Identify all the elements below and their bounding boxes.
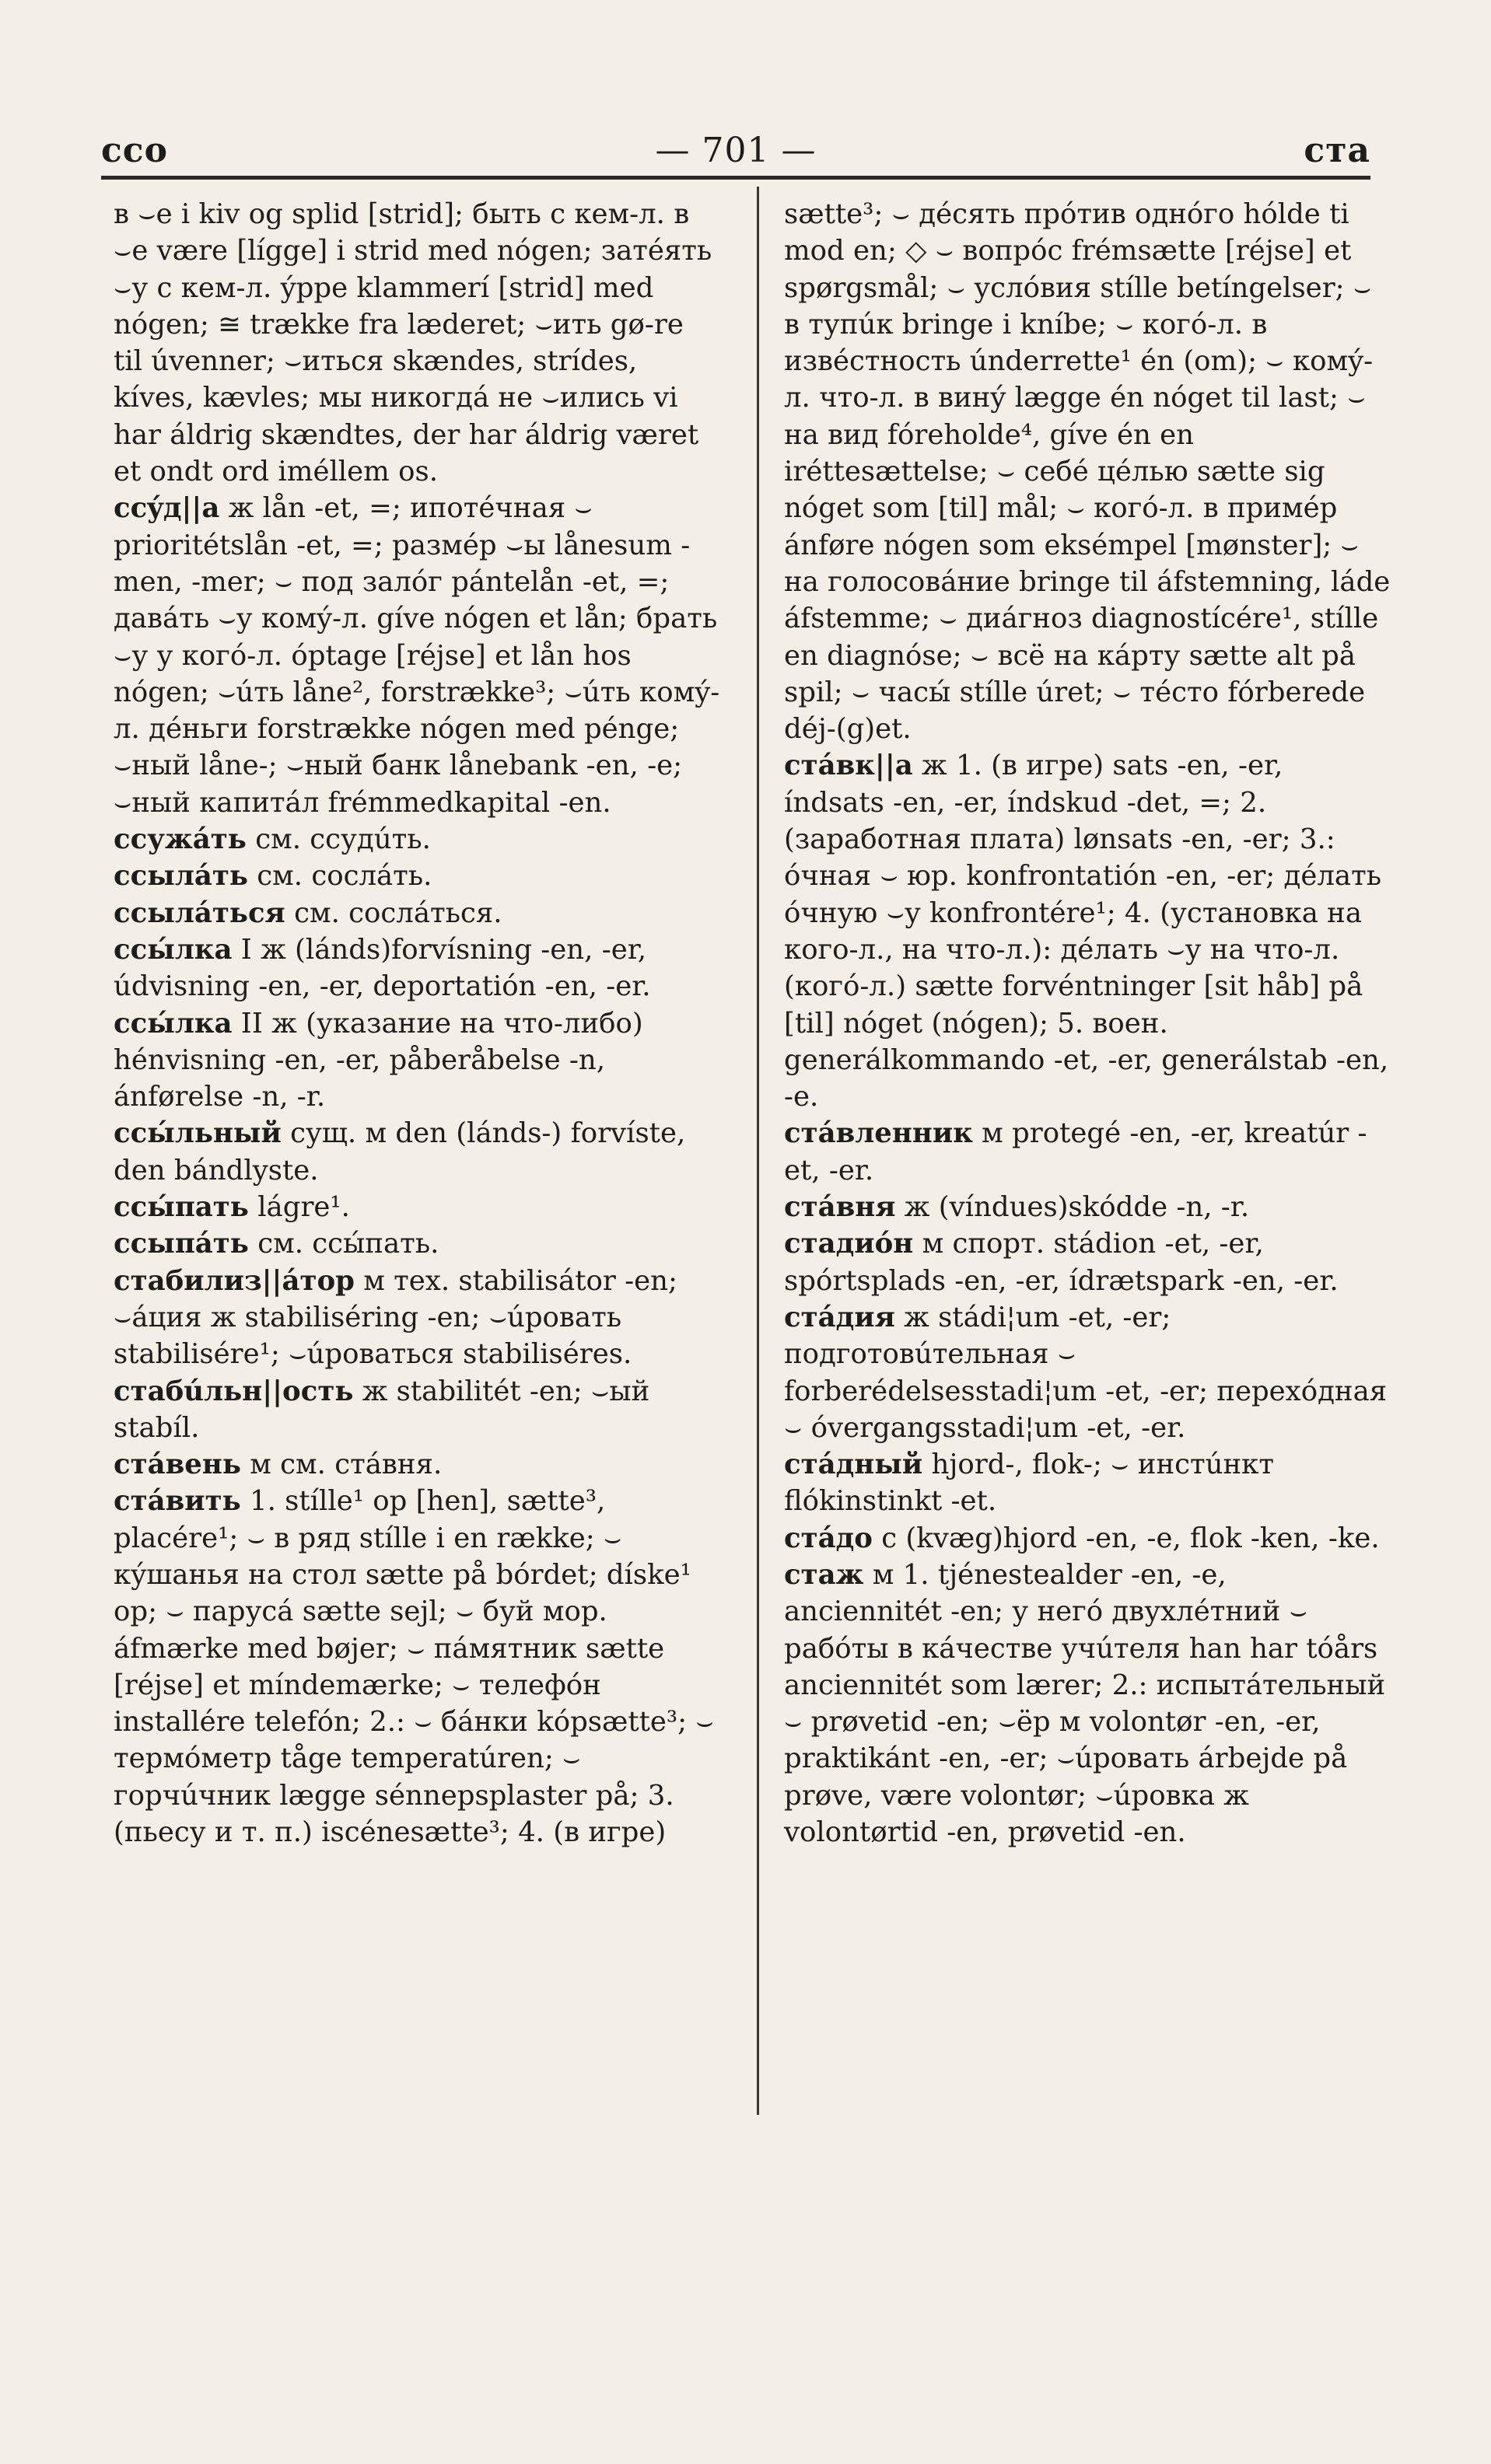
entry-headword: стабилиз||áтор bbox=[114, 1264, 355, 1297]
left-column bbox=[114, 196, 720, 1851]
entry-text: lágre¹. bbox=[257, 1191, 350, 1224]
dictionary-entry bbox=[114, 1115, 720, 1189]
dictionary-entry bbox=[114, 1005, 720, 1116]
right-column bbox=[784, 196, 1391, 1851]
entry-text: II ж (указание на что-либо) hénvisning -en, -er, påberåbelse -n, ánførelse -n, -r. bbox=[114, 1007, 643, 1113]
entry-headword: стáвень bbox=[114, 1449, 241, 1481]
column-divider bbox=[757, 187, 759, 2115]
entry-text: см. ссы́пать. bbox=[257, 1228, 439, 1260]
entry-text: ж 1. (в игре) sats -en, -er, índsats -en, -er, índskud -det, =; 2. (заработная плата) lønsats -en, -er; 3.: óчная ⌣ юр. konfrontatión -en, -er; дéлать óчную ⌣у konfrontére¹; 4. (установка на кого-л., на что-л.): дéлать ⌣у на что-л. (когó-л.) sætte forvéntninger [sit håb] på [til] nóget (nógen); 5. воен. generálkommando -et, -er, generálstab -en, -e. bbox=[784, 750, 1389, 1113]
dictionary-entry bbox=[114, 1373, 720, 1447]
entry-text: м см. стáвня. bbox=[250, 1449, 443, 1481]
header-rule bbox=[101, 176, 1370, 180]
dictionary-entry bbox=[114, 858, 720, 894]
entry-text: hjord-, flok-; ⌣ инстúнкт flókinstinkt -et. bbox=[784, 1449, 1275, 1518]
entry-text: м спорт. stádion -et, -er, spórtsplads -en, -er, ídrætspark -en, -er. bbox=[784, 1228, 1339, 1297]
dictionary-entry bbox=[784, 196, 1391, 747]
dictionary-entry bbox=[114, 821, 720, 858]
entry-headword: ссужáть bbox=[114, 823, 247, 856]
entry-text: см. сослáть. bbox=[257, 860, 432, 893]
dictionary-entry bbox=[114, 895, 720, 931]
dictionary-entry bbox=[784, 1446, 1391, 1520]
dictionary-entry bbox=[784, 1225, 1391, 1299]
dictionary-entry bbox=[784, 1115, 1391, 1189]
entry-text: см. сослáться. bbox=[294, 896, 502, 929]
header-left-guide-word: cco bbox=[101, 131, 168, 170]
entry-headword: ссы́льный bbox=[114, 1117, 282, 1150]
entry-text: I ж (lándѕ)forvísning -en, -er, údvisning -en, -er, deportatión -en, -er. bbox=[114, 933, 651, 1003]
dictionary-entry bbox=[114, 196, 720, 490]
entry-headword: стáдный bbox=[784, 1449, 923, 1481]
entry-text: сущ. м den (lánds-) forvíste, den bándlyste. bbox=[114, 1117, 686, 1187]
entry-text: sætte³; ⌣ дéсять прóтив однóго hólde ti mod en; ◇ ⌣ вопрóс frémsætte [réjse] et spørgsmål; ⌣ услóвия stílle betíngelser; ⌣ в тупúк bringe i kníbe; ⌣ когó-л. в извéстность únderrette¹ én (om); ⌣ комý-л. что-л. в винý lægge én nóget til last; ⌣ на вид fóreholde⁴, gíve én en iréttesættelse; ⌣ себé цéлью sætte sig nóget som [til] mål; ⌣ когó-л. в примéр ánføre nógen som eksémpel [mønster]; ⌣ на голосовáние bringe til áfstemning, láde áfstemme; ⌣ диáгноз diagnostícére¹, stílle en diagnóse; ⌣ всё на кáрту sætte alt på spil; ⌣ часы́ stílle úret; ⌣ тéсто fórberede déj-(g)et. bbox=[784, 198, 1391, 746]
dictionary-entry bbox=[784, 747, 1391, 1115]
dictionary-entry bbox=[114, 1446, 720, 1483]
entry-text: ж (víndues)skódde -n, -r. bbox=[904, 1191, 1250, 1224]
dictionary-entry bbox=[114, 490, 720, 821]
entry-text: ж stádi¦um -et, -er; подготовúтельная ⌣ forberédelsesstadi¦um -et, -er; перехóдная ⌣ óvergangsstadi¦um -et, -er. bbox=[784, 1301, 1388, 1444]
dictionary-entry bbox=[114, 1263, 720, 1373]
entry-text: ж lån -et, =; ипотéчная ⌣ prioritétslån -et, =; размéр ⌣ы lånesum -men, -mer; ⌣ под залóг pántelån -et, =; давáть ⌣у комý-л. gíve nógen et lån; брать ⌣у у когó-л. óptage [réjse] et lån hos nógen; ⌣úть låne², forstrække³; ⌣úть комý-л. дéньги forstrække nógen med pénge; ⌣ный låne-; ⌣ный банк lånebank -en, -e; ⌣ный капитáл frémmedkapital -en. bbox=[114, 492, 720, 819]
entry-text: м тех. stabilisátor -en; ⌣áция ж stabiliséring -en; ⌣úровать stabilisére¹; ⌣úроваться stabiliséres. bbox=[114, 1264, 677, 1371]
entry-text: м 1. tjénestealder -en, -e, anciennitét -en; у негó двухлéтний ⌣ рабóты в кáчестве учúтеля han har tóårs anciennitét som lærer; 2.: испытáтельный ⌣ prøvetid -en; ⌣ёр м volontør -en, -er, praktikánt -en, -er; ⌣úровать árbejde på prøve, være volontør; ⌣úровка ж volontørtid -en, prøvetid -en. bbox=[784, 1558, 1386, 1849]
entry-headword: стáдо bbox=[784, 1522, 873, 1554]
dictionary-entry bbox=[114, 1483, 720, 1851]
entry-headword: стаж bbox=[784, 1558, 864, 1591]
entry-headword: ссыпáть bbox=[114, 1228, 249, 1260]
entry-headword: ссы́пать bbox=[114, 1191, 249, 1224]
entry-headword: ссы́лка bbox=[114, 933, 233, 966]
dictionary-entry bbox=[784, 1299, 1391, 1446]
dictionary-entry bbox=[114, 1189, 720, 1225]
entry-headword: ссылáться bbox=[114, 896, 285, 929]
entry-headword: ссы́лка bbox=[114, 1007, 233, 1040]
dictionary-entry bbox=[114, 931, 720, 1005]
entry-headword: стадиóн bbox=[784, 1228, 914, 1260]
entry-text: в ⌣е i kiv og splid [strid]; быть с кем-л. в ⌣е være [lígge] i strid med nógen; затéять ⌣у с кем-л. ýppe klammerí [strid] med nógen; ≅ trække fra læderet; ⌣ить gø-re til úvenner; ⌣иться skændes, strídes, kíves, kævles; мы никогдá не ⌣ились vi har áldrig skændtes, der har áldrig været et ondt ord iméllem os. bbox=[114, 198, 712, 488]
entry-text: 1. stílle¹ op [hen], sætte³, placére¹; ⌣ в ряд stílle i en række; ⌣ кýшанья на стол sætte på bórdet; díske¹ op; ⌣ парусá sætte sejl; ⌣ буй мор. áfmærke med bøjer; ⌣ пáмятник sætte [réjse] et míndemærke; ⌣ телефóн installére telefón; 2.: ⌣ бáнки kópsætte³; ⌣ термóметр tåge temperatúren; ⌣ горчúчник lægge sénnepsplaster på; 3. (пьесу и т. п.) iscénesætte³; 4. (в игре) bbox=[114, 1485, 714, 1849]
entry-headword: ссылáть bbox=[114, 860, 248, 893]
entry-headword: стабúльн||ость bbox=[114, 1375, 354, 1407]
entry-headword: стáвня bbox=[784, 1191, 896, 1224]
entry-headword: ссýд||а bbox=[114, 492, 220, 525]
entry-headword: стáдия bbox=[784, 1301, 895, 1333]
dictionary-entry bbox=[784, 1520, 1391, 1557]
page-header bbox=[101, 131, 1370, 174]
dictionary-entry bbox=[114, 1225, 720, 1262]
page-number: — 701 — bbox=[655, 131, 817, 170]
entry-headword: стáвк||а bbox=[784, 750, 913, 782]
entry-headword: стáвленник bbox=[784, 1117, 973, 1150]
entry-headword: стáвить bbox=[114, 1485, 241, 1518]
dictionary-entry bbox=[784, 1189, 1391, 1225]
entry-text: см. ссудúть. bbox=[255, 823, 431, 856]
entry-text: м protegé -en, -er, kreatúr -et, -er. bbox=[784, 1117, 1367, 1187]
entry-text: с (kvæg)hjord -en, -e, flok -ken, -ke. bbox=[881, 1522, 1380, 1554]
header-right-guide-word: cтa bbox=[1304, 131, 1370, 170]
entry-text: ж stabilitét -en; ⌣ый stabíl. bbox=[114, 1375, 650, 1444]
dictionary-entry bbox=[784, 1557, 1391, 1851]
